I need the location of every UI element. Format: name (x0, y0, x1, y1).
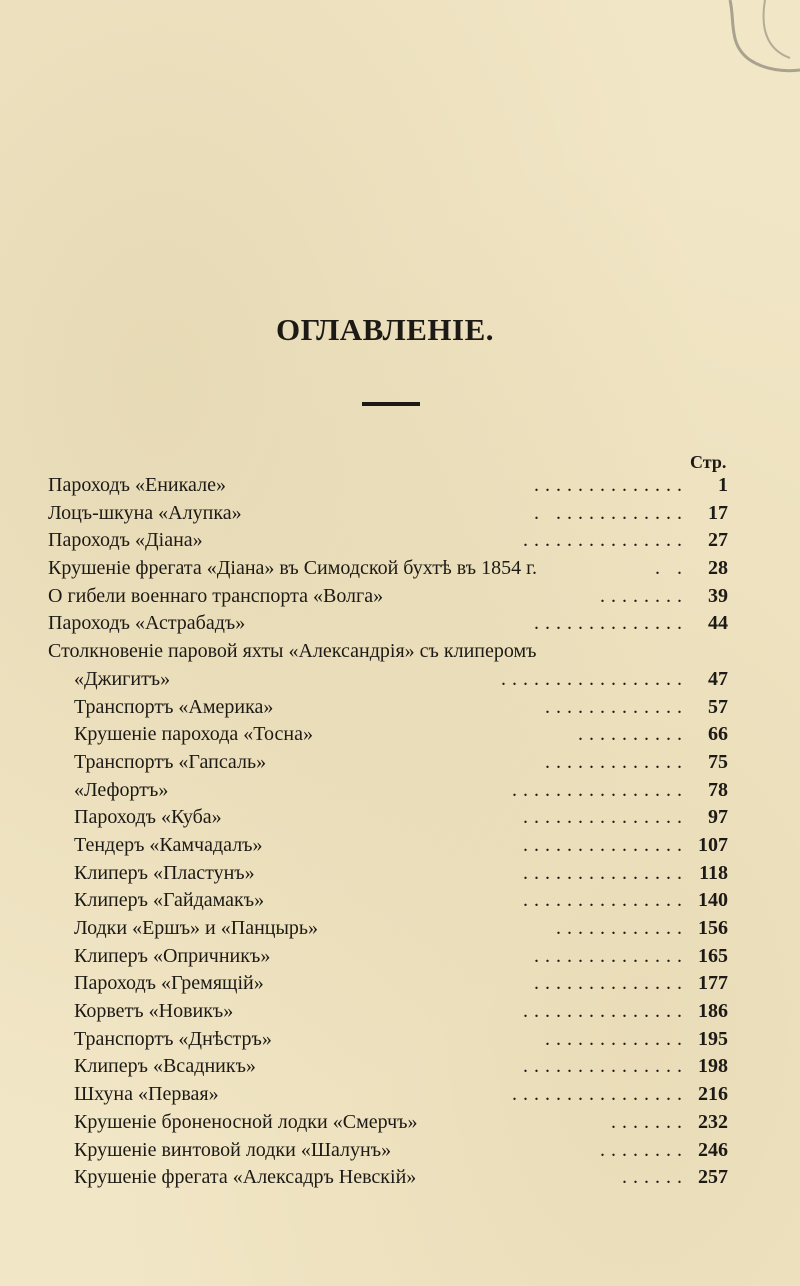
toc-page-number: 27 (708, 529, 728, 552)
toc-entry (48, 1164, 734, 1192)
toc-entry (48, 1137, 734, 1165)
toc-page-number: 97 (708, 806, 728, 829)
toc-leader-dots: ............... (523, 1055, 688, 1078)
toc-leader-dots: ........ (600, 1138, 688, 1161)
toc-page-number: 57 (708, 695, 728, 718)
toc-entry (48, 555, 734, 583)
toc-entry-title: Пароходъ «Гремящій» (74, 972, 264, 995)
toc-page-number: 186 (698, 1000, 728, 1023)
toc-entry-title: Транспортъ «Гапсаль» (74, 750, 267, 773)
toc-page-number: 47 (708, 667, 728, 690)
table-of-contents (48, 472, 734, 1192)
toc-page-number: 17 (708, 501, 728, 524)
toc-page-number: 1 (718, 474, 728, 496)
toc-page-number: 75 (708, 750, 728, 773)
toc-entry-title: Лоцъ-шкуна «Алупка» (48, 501, 242, 524)
page-column-header: Стр. (690, 452, 727, 472)
toc-entry (48, 887, 734, 915)
toc-page-number: 28 (708, 557, 728, 580)
toc-entry-title: О гибели военнаго транспорта «Волга» (48, 584, 384, 607)
toc-page-number: 118 (699, 861, 728, 884)
toc-leader-dots: ............... (523, 833, 688, 856)
toc-entry-title: Клиперъ «Всадникъ» (74, 1055, 256, 1078)
toc-page-number: 140 (698, 889, 728, 912)
toc-entry-title: Клиперъ «Пластунъ» (74, 861, 255, 884)
toc-entry-title: Крушеніе фрегата «Алексадръ Невскій» (74, 1166, 417, 1189)
toc-page-number: 66 (708, 723, 728, 746)
toc-entry-title: Корветъ «Новикъ» (74, 1000, 234, 1023)
toc-entry (48, 777, 734, 805)
toc-entry (48, 804, 734, 832)
toc-leader-dots: ............ (556, 917, 688, 939)
toc-leader-dots: ................ (512, 1083, 688, 1106)
toc-entry-title: Крушеніе броненосной лодки «Смерчъ» (74, 1110, 418, 1133)
toc-entry (48, 527, 734, 555)
toc-leader-dots: .............. (534, 944, 688, 967)
toc-page-number: 177 (698, 972, 728, 995)
toc-page-number: 216 (698, 1083, 728, 1106)
toc-leader-dots: .............. (534, 972, 688, 995)
toc-entry-title: Клиперъ «Гайдамакъ» (74, 889, 265, 912)
toc-entry (48, 1109, 734, 1137)
toc-leader-dots: ................. (501, 667, 688, 690)
toc-entry (48, 970, 734, 998)
toc-entry-title: Пароходъ «Астрабадъ» (48, 612, 246, 635)
toc-entry (48, 666, 734, 694)
toc-entry-title: Транспортъ «Днѣстръ» (74, 1027, 272, 1050)
toc-entry-title: Крушеніе парохода «Тосна» (74, 723, 313, 746)
toc-entry-title: «Лефортъ» (74, 778, 169, 801)
toc-leader-dots: ............. (545, 1027, 688, 1050)
toc-entry (48, 500, 734, 528)
toc-page-number: 44 (708, 612, 728, 635)
toc-entry (48, 749, 734, 777)
toc-leader-dots: . . (655, 557, 688, 580)
toc-entry-title: Столкновеніе паровой яхты «Александрія» съ клиперомъ (48, 640, 537, 663)
toc-entry (48, 1081, 734, 1109)
toc-page-number: 246 (698, 1138, 728, 1161)
toc-entry (48, 583, 734, 611)
toc-entry (48, 943, 734, 971)
toc-leader-dots: ............. (545, 695, 688, 718)
toc-leader-dots: . ............ (534, 501, 688, 524)
toc-entry (48, 998, 734, 1026)
toc-leader-dots: .............. (534, 474, 688, 496)
toc-leader-dots: ................ (512, 778, 688, 801)
toc-entry-title: Лодки «Ершъ» и «Панцырь» (74, 917, 319, 939)
toc-entry-title: «Джигитъ» (74, 667, 171, 690)
toc-entry (48, 694, 734, 722)
toc-entry (48, 1053, 734, 1081)
toc-entry-title: Тендеръ «Камчадалъ» (74, 833, 263, 856)
toc-page-number: 156 (698, 917, 728, 939)
toc-entry (48, 1026, 734, 1054)
toc-entry (48, 638, 734, 666)
toc-leader-dots: ...... (622, 1166, 688, 1189)
toc-leader-dots: .......... (578, 723, 688, 746)
toc-leader-dots: ....... (611, 1110, 688, 1133)
toc-leader-dots: ............... (523, 806, 688, 829)
toc-page-number: 232 (698, 1110, 728, 1133)
toc-entry (48, 721, 734, 749)
toc-page-number: 198 (698, 1055, 728, 1078)
toc-entry-title: Крушеніе винтовой лодки «Шалунъ» (74, 1138, 392, 1161)
toc-entry-title: Пароходъ «Еникале» (48, 474, 226, 496)
toc-entry-title: Крушеніе фрегата «Діана» въ Симодской бухтѣ въ 1854 г. (48, 557, 538, 580)
toc-page-number: 39 (708, 584, 728, 607)
title-divider (362, 402, 420, 406)
toc-page-number: 78 (708, 778, 728, 801)
toc-leader-dots: ............. (545, 750, 688, 773)
toc-entry (48, 915, 734, 943)
toc-entry-title: Пароходъ «Діана» (48, 529, 203, 552)
toc-leader-dots: ............... (523, 861, 688, 884)
page-title: ОГЛАВЛЕНІЕ. (275, 312, 495, 347)
toc-entry-title: Шхуна «Первая» (74, 1083, 219, 1106)
toc-entry (48, 860, 734, 888)
toc-page-number: 107 (698, 833, 728, 856)
toc-page-number: 257 (698, 1166, 728, 1189)
toc-leader-dots: ............... (523, 1000, 688, 1023)
toc-entry-title: Клиперъ «Опричникъ» (74, 944, 271, 967)
toc-entry-title: Пароходъ «Куба» (74, 806, 222, 829)
toc-leader-dots: ........ (600, 584, 688, 607)
toc-entry (48, 832, 734, 860)
toc-leader-dots: ............... (523, 529, 688, 552)
toc-entry (48, 472, 734, 500)
toc-leader-dots: ............... (523, 889, 688, 912)
toc-page-number: 195 (698, 1027, 728, 1050)
toc-leader-dots: .............. (534, 612, 688, 635)
toc-page-number: 165 (698, 944, 728, 967)
toc-entry-title: Транспортъ «Америка» (74, 695, 274, 718)
pencil-mark-scribble (690, 0, 800, 110)
toc-entry (48, 610, 734, 638)
